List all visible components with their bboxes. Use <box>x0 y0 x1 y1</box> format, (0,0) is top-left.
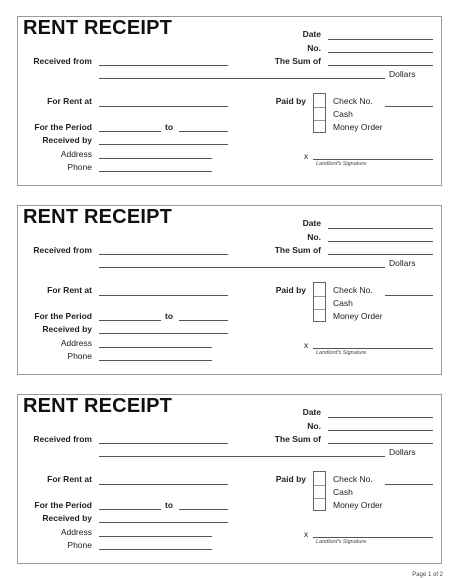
rent-address-field[interactable] <box>99 295 228 296</box>
sum-field[interactable] <box>328 65 433 66</box>
period-end-field[interactable] <box>179 131 228 132</box>
landlord-signature-field[interactable] <box>313 159 433 160</box>
received-by-field[interactable] <box>99 522 228 523</box>
date-label: Date <box>302 29 321 39</box>
cash-option-label: Cash <box>333 298 353 308</box>
paid-by-label: Paid by <box>275 285 306 295</box>
for-rent-label: For Rent at <box>47 474 92 484</box>
dollars-label: Dollars <box>389 69 416 79</box>
number-field[interactable] <box>328 52 433 53</box>
rent-address-field[interactable] <box>99 106 228 107</box>
check-number-field[interactable] <box>385 484 433 485</box>
money-order-option-label: Money Order <box>333 311 383 321</box>
number-field[interactable] <box>328 430 433 431</box>
received-by-field[interactable] <box>99 333 228 334</box>
signature-caption: Landlord's Signature <box>316 161 367 167</box>
rent-address-field[interactable] <box>99 484 228 485</box>
received-by-field[interactable] <box>99 144 228 145</box>
phone-label: Phone <box>67 540 92 550</box>
cash-option-label: Cash <box>333 109 353 119</box>
receipt-title: RENT RECEIPT <box>23 17 173 39</box>
rent-receipt-1 <box>17 16 442 186</box>
payment-method-checkboxes[interactable] <box>313 471 326 511</box>
period-end-field[interactable] <box>179 320 228 321</box>
sum-label: The Sum of <box>274 245 321 255</box>
period-to-label: to <box>165 500 174 510</box>
phone-label: Phone <box>67 162 92 172</box>
paid-by-label: Paid by <box>275 474 306 484</box>
received-from-field[interactable] <box>99 443 228 444</box>
signature-caption: Landlord's Signature <box>316 350 367 356</box>
amount-words-field[interactable] <box>99 267 385 268</box>
number-label: No. <box>307 232 321 242</box>
payment-method-checkboxes[interactable] <box>313 282 326 322</box>
date-field[interactable] <box>328 228 433 229</box>
check-number-field[interactable] <box>385 295 433 296</box>
date-label: Date <box>302 407 321 417</box>
received-from-label: Received from <box>33 56 92 66</box>
sum-label: The Sum of <box>274 434 321 444</box>
rent-receipt-2 <box>17 205 442 375</box>
payment-method-checkboxes[interactable] <box>313 93 326 133</box>
landlord-signature-field[interactable] <box>313 537 433 538</box>
money-order-option-label: Money Order <box>333 500 383 510</box>
address-label: Address <box>60 527 92 537</box>
amount-words-field[interactable] <box>99 456 385 457</box>
address-field[interactable] <box>99 536 212 537</box>
address-label: Address <box>60 338 92 348</box>
receipt-title: RENT RECEIPT <box>23 206 173 228</box>
address-field[interactable] <box>99 347 212 348</box>
received-from-field[interactable] <box>99 254 228 255</box>
address-field[interactable] <box>99 158 212 159</box>
rent-receipt-3 <box>17 394 442 564</box>
phone-field[interactable] <box>99 171 212 172</box>
number-label: No. <box>307 421 321 431</box>
check-number-field[interactable] <box>385 106 433 107</box>
check-option-label: Check No. <box>333 285 373 295</box>
received-by-label: Received by <box>42 513 92 523</box>
period-start-field[interactable] <box>99 320 161 321</box>
paid-by-label: Paid by <box>275 96 306 106</box>
received-from-label: Received from <box>33 245 92 255</box>
check-option-label: Check No. <box>333 96 373 106</box>
phone-label: Phone <box>67 351 92 361</box>
for-rent-label: For Rent at <box>47 96 92 106</box>
amount-words-field[interactable] <box>99 78 385 79</box>
period-label: For the Period <box>34 500 92 510</box>
page-indicator: Page 1 of 2 <box>412 572 443 578</box>
received-from-field[interactable] <box>99 65 228 66</box>
for-rent-label: For Rent at <box>47 285 92 295</box>
number-field[interactable] <box>328 241 433 242</box>
number-label: No. <box>307 43 321 53</box>
phone-field[interactable] <box>99 549 212 550</box>
dollars-label: Dollars <box>389 258 416 268</box>
period-end-field[interactable] <box>179 509 228 510</box>
period-start-field[interactable] <box>99 509 161 510</box>
phone-field[interactable] <box>99 360 212 361</box>
signature-caption: Landlord's Signature <box>316 539 367 545</box>
dollars-label: Dollars <box>389 447 416 457</box>
money-order-option-label: Money Order <box>333 122 383 132</box>
received-from-label: Received from <box>33 434 92 444</box>
period-start-field[interactable] <box>99 131 161 132</box>
received-by-label: Received by <box>42 324 92 334</box>
period-to-label: to <box>165 311 174 321</box>
sum-label: The Sum of <box>274 56 321 66</box>
period-to-label: to <box>165 122 174 132</box>
signature-x-mark: x <box>304 151 309 161</box>
date-field[interactable] <box>328 39 433 40</box>
sum-field[interactable] <box>328 443 433 444</box>
signature-x-mark: x <box>304 529 309 539</box>
date-field[interactable] <box>328 417 433 418</box>
signature-x-mark: x <box>304 340 309 350</box>
period-label: For the Period <box>34 122 92 132</box>
sum-field[interactable] <box>328 254 433 255</box>
cash-option-label: Cash <box>333 487 353 497</box>
date-label: Date <box>302 218 321 228</box>
landlord-signature-field[interactable] <box>313 348 433 349</box>
received-by-label: Received by <box>42 135 92 145</box>
check-option-label: Check No. <box>333 474 373 484</box>
period-label: For the Period <box>34 311 92 321</box>
address-label: Address <box>60 149 92 159</box>
receipt-title: RENT RECEIPT <box>23 395 173 417</box>
